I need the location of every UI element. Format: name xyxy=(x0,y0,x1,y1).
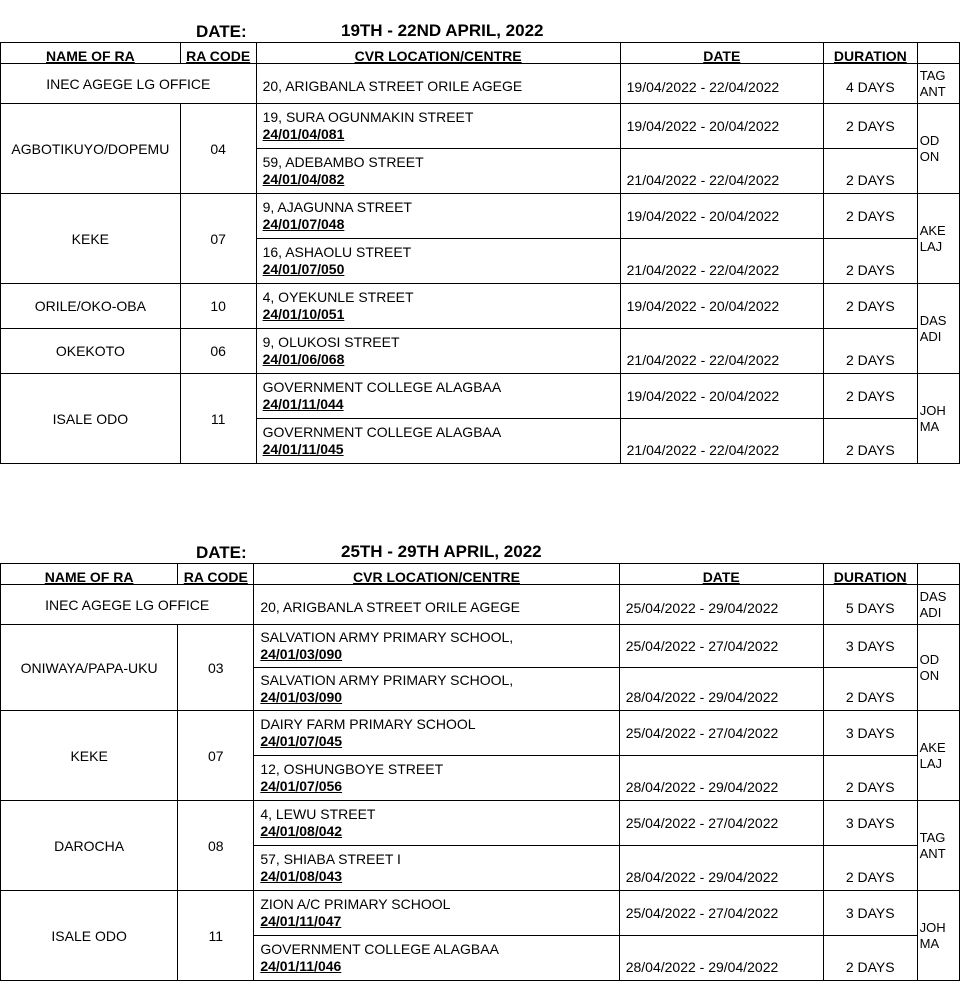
schedule-table xyxy=(0,42,960,464)
table-row xyxy=(1,64,960,104)
ra-code: 07 xyxy=(180,194,256,284)
header-location: CVR LOCATION/CENTRE xyxy=(256,43,620,64)
ra-code: 06 xyxy=(180,329,256,374)
officer-cell: TAG ANT xyxy=(917,801,959,891)
officer-cell: DAS ADI xyxy=(917,284,959,374)
duration-cell: 2 DAYS xyxy=(823,756,917,801)
officer-cell: AKE LAJ xyxy=(917,194,959,284)
date-cell: 25/04/2022 - 27/04/2022 xyxy=(619,625,823,668)
location-cell: 4, LEWU STREET 24/01/08/042 xyxy=(254,801,619,846)
ra-name: KEKE xyxy=(1,194,181,284)
table-header-row xyxy=(1,564,960,585)
duration-cell: 2 DAYS xyxy=(823,284,917,329)
duration-cell: 3 DAYS xyxy=(823,625,917,668)
date-cell: 28/04/2022 - 29/04/2022 xyxy=(619,936,823,981)
table-row xyxy=(1,329,960,374)
duration-cell: 2 DAYS xyxy=(823,846,917,891)
ra-code: 08 xyxy=(178,801,254,891)
ra-name: DAROCHA xyxy=(1,801,178,891)
schedule-table xyxy=(0,563,960,981)
duration-cell: 2 DAYS xyxy=(823,149,917,194)
ra-code: 04 xyxy=(180,104,256,194)
location-cell: GOVERNMENT COLLEGE ALAGBAA 24/01/11/045 xyxy=(256,419,620,464)
header-duration: DURATION xyxy=(823,564,917,585)
officer-cell: OD ON xyxy=(917,104,959,194)
ra-name: ORILE/OKO-OBA xyxy=(1,284,181,329)
location-cell: GOVERNMENT COLLEGE ALAGBAA 24/01/11/046 xyxy=(254,936,619,981)
table-row xyxy=(1,625,960,668)
date-cell: 25/04/2022 - 27/04/2022 xyxy=(619,711,823,756)
ra-name: ISALE ODO xyxy=(1,891,178,981)
officer-cell: JOH MA xyxy=(917,374,959,464)
officer-cell: AKE LAJ xyxy=(917,711,959,801)
date-cell: 21/04/2022 - 22/04/2022 xyxy=(620,149,823,194)
ra-code: 11 xyxy=(178,891,254,981)
duration-cell: 5 DAYS xyxy=(823,585,917,625)
table-row xyxy=(1,711,960,756)
date-cell: 19/04/2022 - 20/04/2022 xyxy=(620,194,823,239)
date-label: DATE: xyxy=(196,22,247,41)
location-cell: ZION A/C PRIMARY SCHOOL 24/01/11/047 xyxy=(254,891,619,936)
ra-code: 07 xyxy=(178,711,254,801)
header-date: DATE xyxy=(620,43,823,64)
location-cell: 57, SHIABA STREET I 24/01/08/043 xyxy=(254,846,619,891)
duration-cell: 2 DAYS xyxy=(823,329,917,374)
location-cell: 4, OYEKUNLE STREET 24/01/10/051 xyxy=(256,284,620,329)
ra-name: INEC AGEGE LG OFFICE xyxy=(1,64,257,104)
location-cell: 16, ASHAOLU STREET 24/01/07/050 xyxy=(256,239,620,284)
officer-cell: OD ON xyxy=(917,625,959,711)
header-ra-name: NAME OF RA xyxy=(1,564,178,585)
date-cell: 21/04/2022 - 22/04/2022 xyxy=(620,329,823,374)
ra-name: ISALE ODO xyxy=(1,374,181,464)
ra-code: 10 xyxy=(180,284,256,329)
ra-name: ONIWAYA/PAPA-UKU xyxy=(1,625,178,711)
location-cell: 20, ARIGBANLA STREET ORILE AGEGE xyxy=(256,64,620,104)
duration-cell: 3 DAYS xyxy=(823,891,917,936)
date-cell: 19/04/2022 - 20/04/2022 xyxy=(620,284,823,329)
duration-cell: 2 DAYS xyxy=(823,104,917,149)
date-cell: 28/04/2022 - 29/04/2022 xyxy=(619,846,823,891)
officer-cell: JOH MA xyxy=(917,891,959,981)
date-cell: 21/04/2022 - 22/04/2022 xyxy=(620,419,823,464)
ra-name: AGBOTIKUYO/DOPEMU xyxy=(1,104,181,194)
duration-cell: 2 DAYS xyxy=(823,194,917,239)
ra-name: KEKE xyxy=(1,711,178,801)
location-cell: 19, SURA OGUNMAKIN STREET 24/01/04/081 xyxy=(256,104,620,149)
date-cell: 19/04/2022 - 22/04/2022 xyxy=(620,64,823,104)
duration-cell: 2 DAYS xyxy=(823,374,917,419)
ra-name: INEC AGEGE LG OFFICE xyxy=(1,585,254,625)
header-ra-code: RA CODE xyxy=(180,43,256,64)
ra-code: 11 xyxy=(180,374,256,464)
ra-code: 03 xyxy=(178,625,254,711)
duration-cell: 4 DAYS xyxy=(823,64,917,104)
location-cell: SALVATION ARMY PRIMARY SCHOOL, 24/01/03/090 xyxy=(254,668,619,711)
duration-cell: 2 DAYS xyxy=(823,936,917,981)
header-location: CVR LOCATION/CENTRE xyxy=(254,564,619,585)
duration-cell: 3 DAYS xyxy=(823,711,917,756)
duration-cell: 3 DAYS xyxy=(823,801,917,846)
header-ra-code: RA CODE xyxy=(178,564,254,585)
table-row xyxy=(1,585,960,625)
table-row xyxy=(1,891,960,936)
officer-cell: TAG ANT xyxy=(917,64,959,104)
location-cell: 20, ARIGBANLA STREET ORILE AGEGE xyxy=(254,585,619,625)
duration-cell: 2 DAYS xyxy=(823,239,917,284)
duration-cell: 2 DAYS xyxy=(823,668,917,711)
location-cell: DAIRY FARM PRIMARY SCHOOL 24/01/07/045 xyxy=(254,711,619,756)
table-row xyxy=(1,374,960,419)
date-cell: 28/04/2022 - 29/04/2022 xyxy=(619,668,823,711)
date-cell: 21/04/2022 - 22/04/2022 xyxy=(620,239,823,284)
header-officer xyxy=(917,564,959,585)
table-row xyxy=(1,284,960,329)
date-range: 25TH - 29TH APRIL, 2022 xyxy=(341,542,542,561)
location-cell: 59, ADEBAMBO STREET 24/01/04/082 xyxy=(256,149,620,194)
location-cell: GOVERNMENT COLLEGE ALAGBAA 24/01/11/044 xyxy=(256,374,620,419)
header-duration: DURATION xyxy=(823,43,917,64)
table-row xyxy=(1,801,960,846)
header-ra-name: NAME OF RA xyxy=(1,43,181,64)
date-cell: 19/04/2022 - 20/04/2022 xyxy=(620,374,823,419)
ra-name: OKEKOTO xyxy=(1,329,181,374)
date-cell: 25/04/2022 - 27/04/2022 xyxy=(619,801,823,846)
officer-cell: DAS ADI xyxy=(917,585,959,625)
date-label: DATE: xyxy=(196,543,247,562)
location-cell: 9, AJAGUNNA STREET 24/01/07/048 xyxy=(256,194,620,239)
table-row xyxy=(1,104,960,149)
date-cell: 28/04/2022 - 29/04/2022 xyxy=(619,756,823,801)
location-cell: 9, OLUKOSI STREET 24/01/06/068 xyxy=(256,329,620,374)
table-header-row xyxy=(1,43,960,64)
location-cell: SALVATION ARMY PRIMARY SCHOOL, 24/01/03/090 xyxy=(254,625,619,668)
table-row xyxy=(1,194,960,239)
date-range: 19TH - 22ND APRIL, 2022 xyxy=(341,21,544,40)
date-cell: 19/04/2022 - 20/04/2022 xyxy=(620,104,823,149)
location-cell: 12, OSHUNGBOYE STREET 24/01/07/056 xyxy=(254,756,619,801)
header-officer xyxy=(917,43,959,64)
date-cell: 25/04/2022 - 29/04/2022 xyxy=(619,585,823,625)
date-cell: 25/04/2022 - 27/04/2022 xyxy=(619,891,823,936)
header-date: DATE xyxy=(619,564,823,585)
duration-cell: 2 DAYS xyxy=(823,419,917,464)
